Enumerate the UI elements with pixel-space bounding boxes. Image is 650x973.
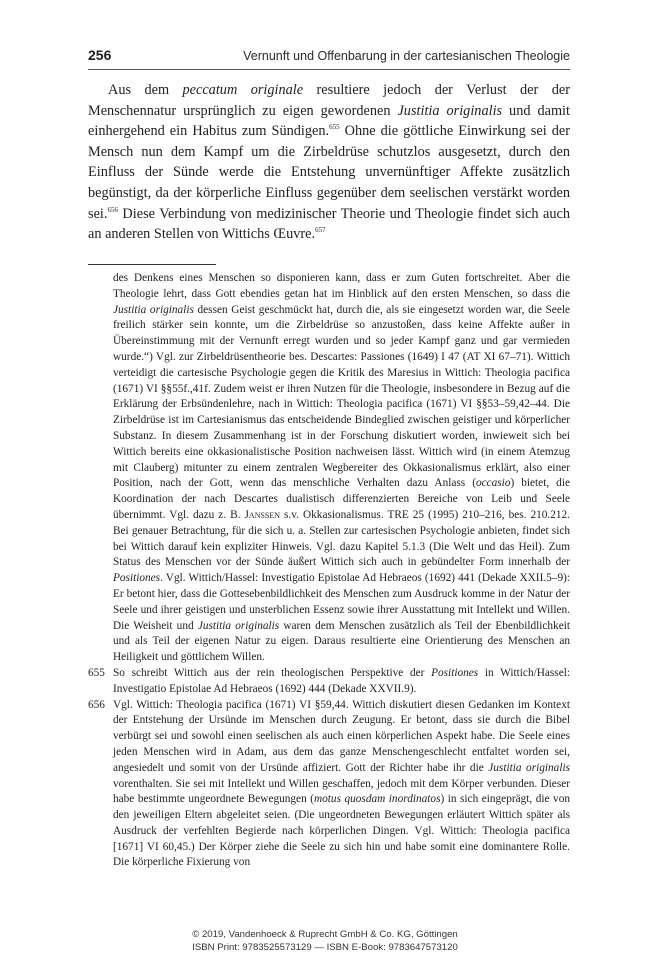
text-run: des Denkens eines Menschen so disponieren kann, dass er zum Guten fortschreitet. Aber die Theologie lehrt, dass Gott ebendies getan hat im Hinblick auf den ersten Menschen, so dass die: [113, 272, 570, 300]
italic-text: motus quosdam inordinatos: [313, 793, 441, 806]
footnote-ref: 657: [315, 226, 326, 235]
footnote-separator: [88, 264, 216, 265]
text-run: So schreibt Wittich aus der rein theologischen Perspektive der: [113, 666, 432, 679]
italic-text: Positiones: [113, 572, 161, 585]
text-run: dessen Geist geschmückt hat, durch die, als sie eingesetzt worden war, die Seele freilich stärker sein konnte, um die Zirbeldrüse so anzustoßen, dass keine Affekte außer in Übereinstimmung mit der Vernunft erregt wurden und so jeder Kampf ganz und gar vermieden wurde.“) Vgl. zur Zirbeldrüsentheorie bes. Descartes: Passiones (1649) I 47 (AT XI 67–71). Wittich verteidigt die cartesische Psychologie gegen die Kritik des Maresius in Wittich: Theologia pacifica (1671) VI §§55f.,41f. Zudem weist er ihren Nutzen für die Theologie, insbesondere in Bezug auf die Erklärung der Erbsündenlehre, nach in Wittich: Theologia pacifica (1671) VI §§53–59,42–44. Die Zirbeldrüse ist im Cartesianismus das entscheidende Bindeglied zwischen geistiger und körperlicher Substanz. In diesem Zusammenhang ist in der Forschung diskutiert worden, inwieweit sich bei Wittich bereits eine okkasionalistische Position nachweisen lässt. Wittich wird (in einem Atemzug mit Clauberg) mitunter zu einem zentralen Wegbereiter des Okkasionalismus erklärt, also einer Position, nach der Gott, wenn das menschliche Verhalten dazu Anlass (: [113, 303, 570, 490]
text-run: ) in sich eingeprägt, die von den jeweiligen Eltern abgeleitet seien. (Die ungeordneten Bewegungen erläutert Wittich später als Ausdruck der verfehlten Begierde nach körperlichen Dingen. Vgl. Wittich: Theologia pacifica [1671] VI 60,45.) Der Körper ziehe die Seele zu sich hin und habe somit eine dominantere Rolle. Die körperliche Fixierung von: [113, 793, 570, 869]
text-run: vorenthalten. Sie sei mit Intellekt und Willen geschaffen, jedoch mit dem Körper verbunden. Dieser habe bestimmte ungeordnete Bewegungen (: [113, 777, 570, 806]
italic-text: peccatum originale: [182, 82, 304, 98]
italic-text: Positiones: [431, 666, 479, 679]
footnote: [88, 698, 570, 872]
italic-text: Justitia originalis: [488, 761, 571, 774]
text-run: waren dem Menschen zusätzlich als Teil der Ebenbildlichkeit und als Teil der eigenen Natur zu eigen. Daraus resultierte eine Orientierung des Menschen an Heiligkeit und göttlichem Willen.: [113, 619, 570, 664]
text-run: s.v. Okkasionalismus. TRE 25 (1995) 210–216, bes. 210.212. Bei genauer Betrachtung, für die sich u. a. Stellen zur cartesischen Psychologie anbieten, findet sich bei Wittich darauf kein expliziter Hinweis. Vgl. dazu Kapitel 5.1.3 (Die Welt und das Heil). Zum Status des Menschen vor der Sünde äußert Wittich sich auch in gebündelter Form innerhalb der: [113, 508, 571, 569]
italic-text: occasio: [475, 477, 511, 490]
footnote-text: [113, 271, 570, 666]
footnote-ref: 655: [329, 123, 340, 132]
header-rule: [88, 69, 570, 70]
text-run: Vgl. Wittich: Theologia pacifica (1671) VI §59,44. Wittich diskutiert diesen Gedanken im Kontext der Entstehung der Ursünde im Menschen durch Zeugung. Er betont, dass sie durch die Bibel verbürgt sei und sowohl einen seelischen als auch einen körperlichen Aspekt habe. Die Seele eines jeden Menschen wird in Adam, aus dem das ganze Menschengeschlecht entfaltet worden sei, angesiedelt und somit von der Ursünde affiziert. Gott der Richter habe ihr die: [113, 698, 570, 774]
text-run: und damit einhergehend ein Habitus zum Sündigen.: [88, 102, 571, 140]
footnotes-section: [88, 271, 570, 871]
footnote-text: [113, 698, 570, 872]
footnote-ref: 656: [107, 205, 118, 214]
page-header: [88, 47, 570, 63]
text-run: in Wittich/Hassel: Investigatio Epistolae Ad Hebraeos (1692) 444 (Dekade XXVII.9).: [113, 666, 570, 695]
italic-text: Justitia originalis: [397, 102, 503, 119]
text-run: ) bietet, die Koordination der nach Descartes dualistisch differenzierten Bereiche von Leib und Seele übernimmt. Vgl. dazu z. B.: [113, 477, 570, 521]
main-paragraph: [88, 80, 570, 245]
footnote-number: 655: [88, 666, 105, 679]
italic-text: Justitia originalis: [197, 619, 280, 632]
text-run: . Vgl. Wittich/Hassel: Investigatio Epistolae Ad Hebraeos (1692) 441 (Dekade XXII.5–9): Er betont hier, dass die Gottesebenbildlichkeit des Menschen zum Ausdruck komme in der Natur der Seele und ihrer geistigen und unsterblichen Essenz sowie ihrer Ausstattung mit Intellekt und Willen. Die Weisheit und: [113, 572, 570, 632]
running-head: Vernunft und Offenbarung in der cartesianischen Theologie: [243, 49, 570, 63]
footnote: [88, 271, 570, 666]
footnote-number: 656: [88, 698, 105, 711]
copyright-line: © 2019, Vandenhoeck & Ruprecht GmbH & Co. KG, Göttingen: [192, 929, 458, 940]
footnote-text: [113, 666, 570, 698]
author-name: Janssen: [244, 508, 281, 521]
text-run: Diese Verbindung von medizinischer Theorie und Theologie findet sich auch an anderen Stellen von Wittichs Œuvre.: [88, 205, 570, 243]
page-number: 256: [88, 47, 112, 63]
footnote: [88, 666, 570, 698]
isbn-line: ISBN Print: 9783525573129 — ISBN E-Book: 9783647573120: [192, 942, 458, 953]
italic-text: Justitia originalis: [113, 303, 194, 316]
text-run: resultiere jedoch der Verlust der der Menschennatur ursprünglich zu eigen gewordenen: [88, 82, 570, 119]
text-run: Ohne die göttliche Einwirkung sei der Mensch nun dem Kampf um die Zirbeldrüse schutzlos ausgesetzt, durch den Einfluss der Sünde werde die Entstehung unvernünftiger Affekte zusätzlich begünstigt, da der körperliche Einfluss gegenüber dem seelischen verstärkt worden sei.: [88, 123, 570, 222]
text-run: Aus dem: [108, 82, 183, 98]
